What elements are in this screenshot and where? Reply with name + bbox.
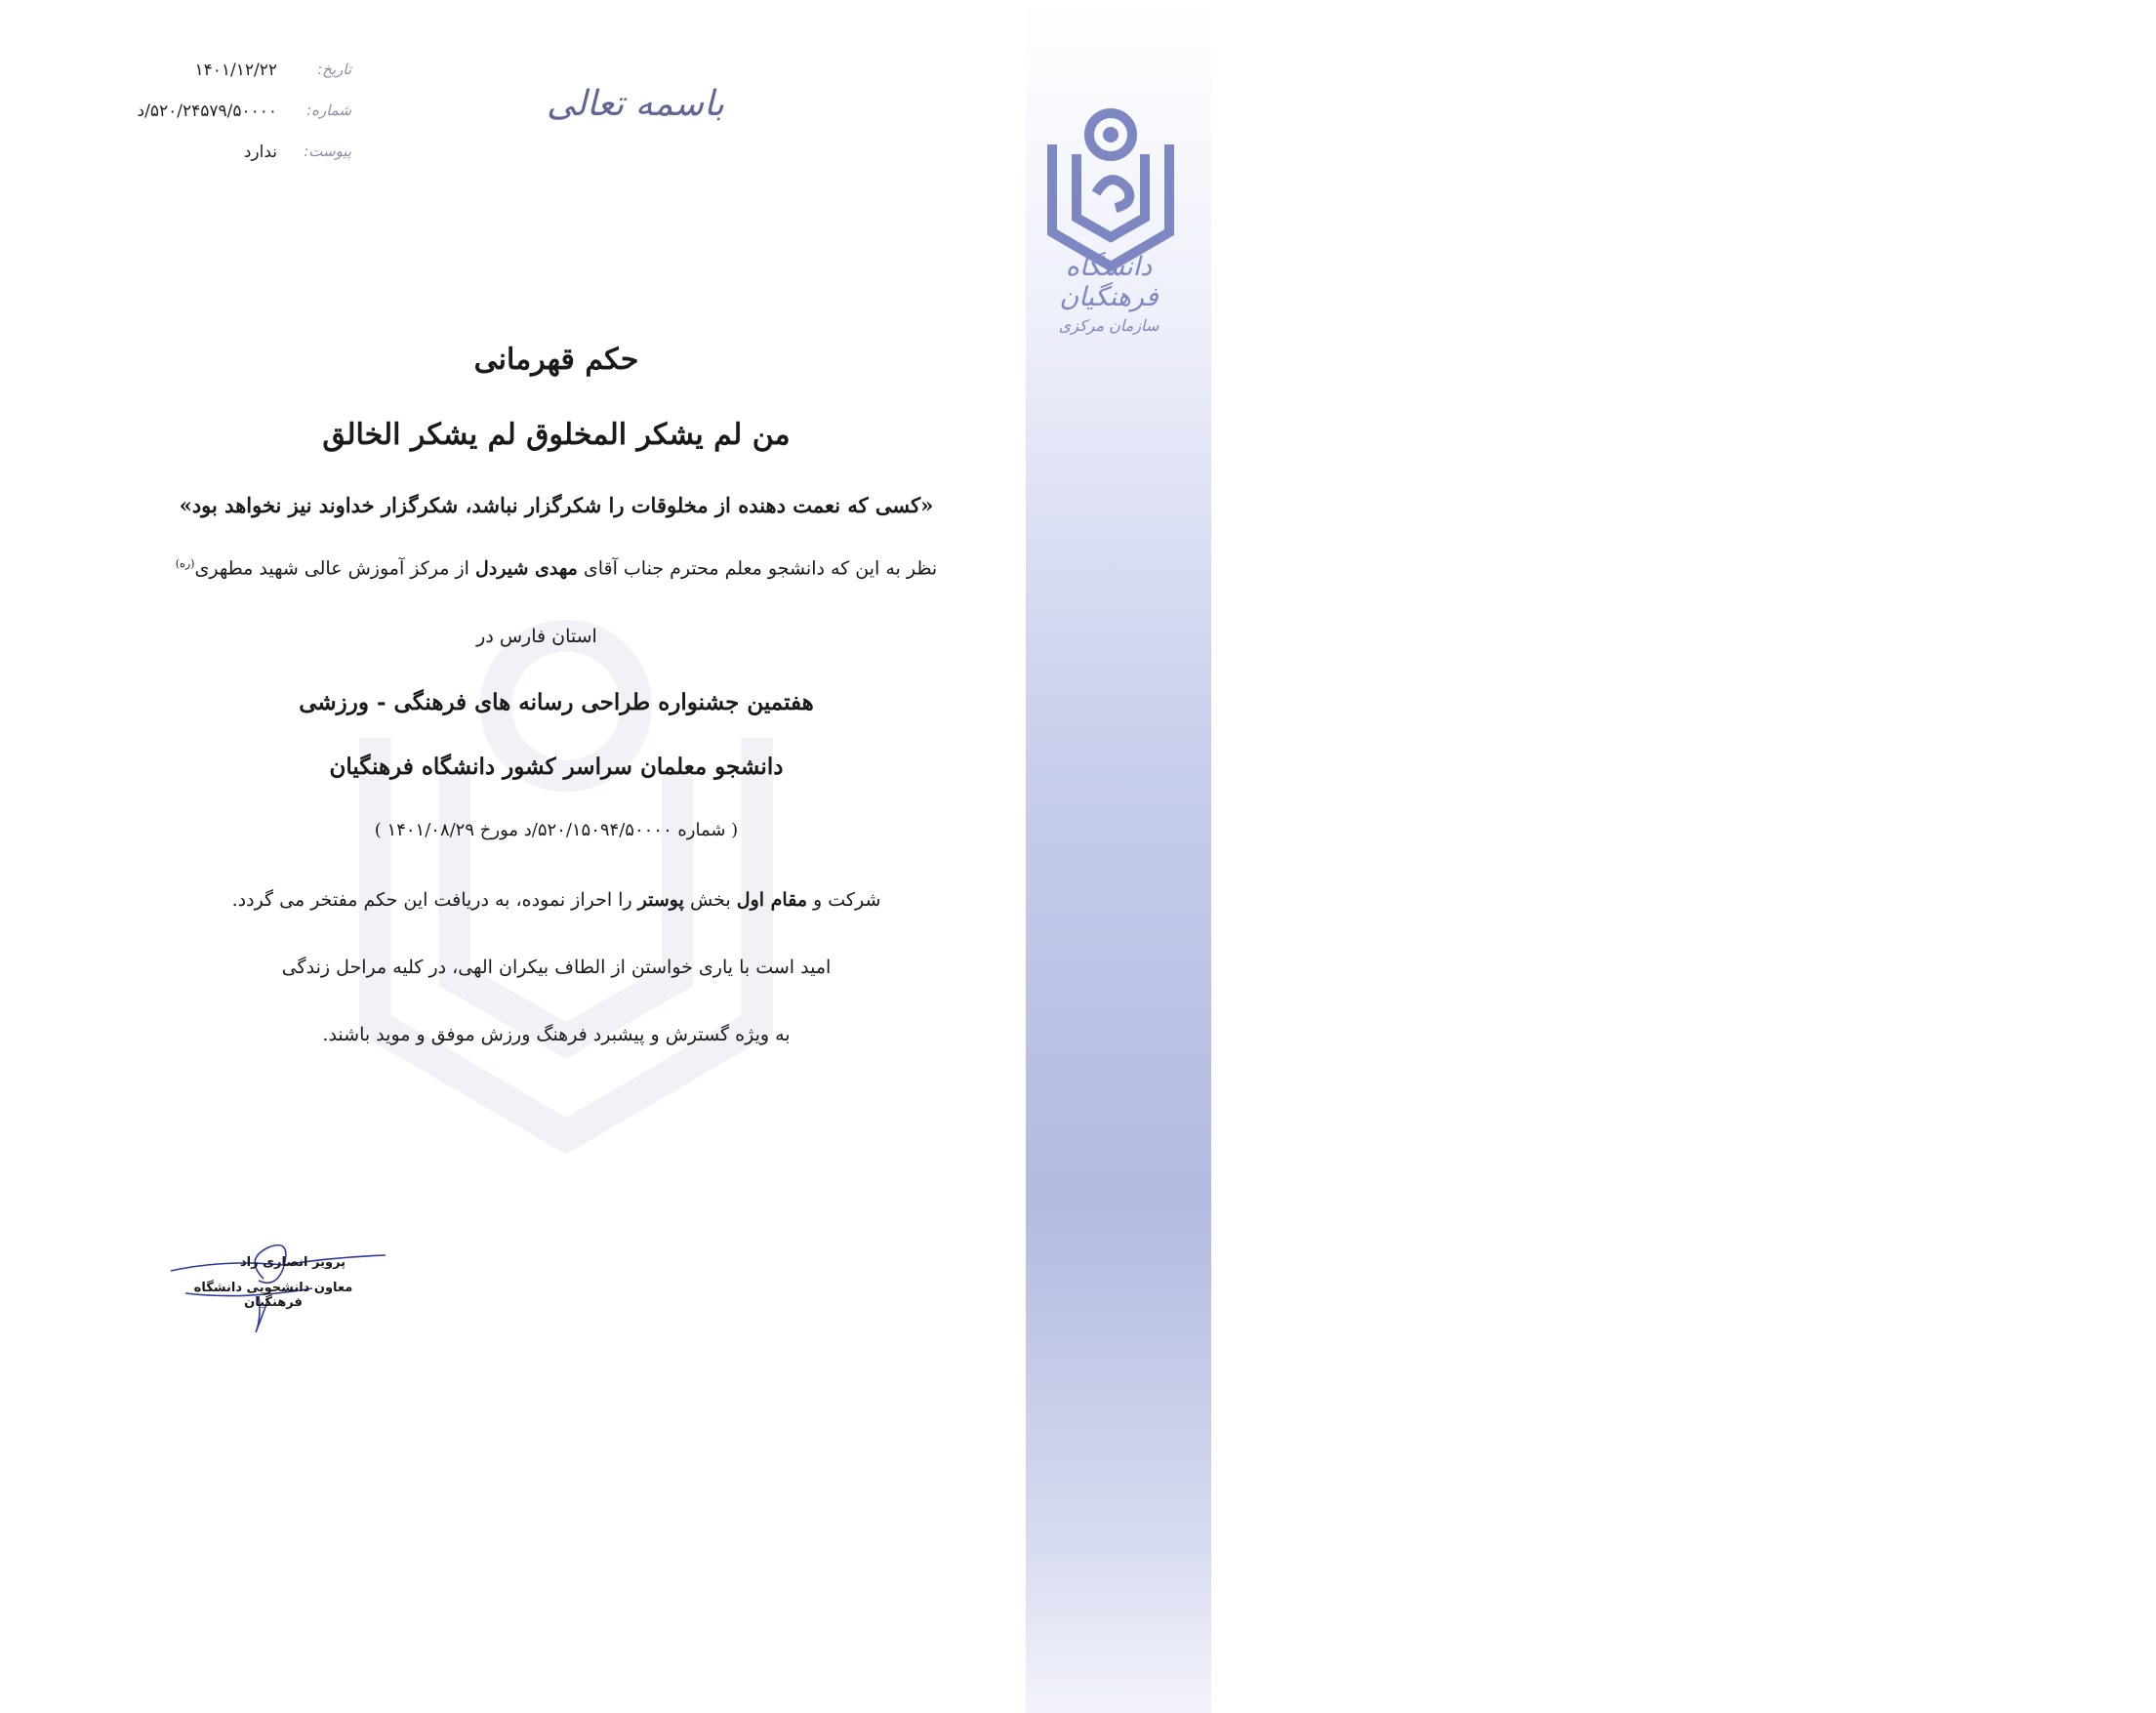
recipient-honorific: (ره) [175, 557, 195, 570]
festival-name: هفتمین جشنواره طراحی رسانه های فرهنگی - ورزشی [299, 689, 814, 715]
signatory-name: پرویز انصاری راد [239, 1255, 346, 1270]
meta-date-row [59, 61, 351, 88]
letterhead-contact-block [2047, 610, 2156, 1391]
letterhead-sidebar [1026, 0, 2151, 1713]
logo-caption [1036, 252, 1182, 335]
signatory-title: معاون دانشجویی دانشگاه فرهنگیان [193, 1281, 353, 1310]
recipient-institution: از مرکز آموزش عالی شهید مطهری [194, 557, 476, 580]
wish-line-2: به ویژه گسترش و پیشبرد فرهنگ ورزش موفق و موید باشند. [322, 1024, 791, 1045]
letterhead-address: نشانی: شهرک قدس، بلوار شهید فرحزادی، خیابان تربیت معلم، دانشگاه فرهنگیان [2052, 610, 2076, 1335]
date-label: تاریخ: [317, 61, 351, 78]
recipient-intro: نظر به این که دانشجو معلم محترم جناب آقای [577, 557, 938, 580]
meta-number-row [59, 102, 351, 129]
letter-meta [59, 61, 351, 187]
arabic-quote: من لم یشکر المخلوق لم یشکر الخالق [322, 418, 791, 452]
award-section: پوستر [637, 889, 684, 911]
persian-quote: «کسی که نعمت دهنده از مخلوقات را شکرگزار نباشد، شکرگزار خداوند نیز نخواهد بود» [179, 493, 934, 517]
certificate-title: حکم قهرمانی [473, 343, 639, 377]
award-intro: شرکت و [807, 889, 881, 911]
award-outro: را احراز نموده، به دریافت این حکم مفتخر می گردد. [231, 889, 638, 911]
meta-attachment-row [59, 143, 351, 170]
attachment-label: پیوست: [304, 143, 351, 160]
letterhead-website: www.cfu.ac.ir [2121, 1214, 2151, 1391]
award-section-label: بخش [683, 889, 737, 911]
wish-line-1: امید است با یاری خواستن از الطاف بیکران الهی، در کلیه مراحل زندگی [281, 957, 832, 978]
logo-subtitle: سازمان مرکزی [1058, 316, 1159, 335]
letterhead-phone: تلفن: ۸۸۶۹۸۸۶۴ - ۸۸۶۹۸۸۶۴ نمابر: ۸۸۶۹۸۸۶۴ - کد پستی: ۱۹۹۸۹۶۳۳۴۱ [2087, 610, 2111, 1255]
province-line: استان فارس در [476, 626, 597, 647]
reference-number: ( شماره ۵۲۰/۱۵۰۹۴/۵۰۰۰۰/د مورخ ۱۴۰۱/۰۸/۲۹ ) [374, 820, 739, 840]
number-value: ۵۲۰/۲۴۵۷۹/۵۰۰۰۰/د [137, 102, 277, 121]
attachment-value: ندارد [243, 143, 277, 162]
recipient-name: مهدی شیردل [475, 557, 578, 580]
date-value: ۱۴۰۱/۱۲/۲۲ [194, 61, 277, 80]
recipient-paragraph [146, 557, 966, 579]
university-logo [1037, 86, 1184, 271]
bismillah-heading: باسمه تعالی [547, 84, 725, 124]
number-label: شماره: [306, 102, 351, 119]
logo-university-name: دانشگاه فرهنگیان [1059, 252, 1159, 312]
festival-scope: دانشجو معلمان سراسر کشور دانشگاه فرهنگیان [329, 754, 784, 780]
award-paragraph [146, 889, 966, 911]
award-rank: مقام اول [736, 889, 807, 911]
